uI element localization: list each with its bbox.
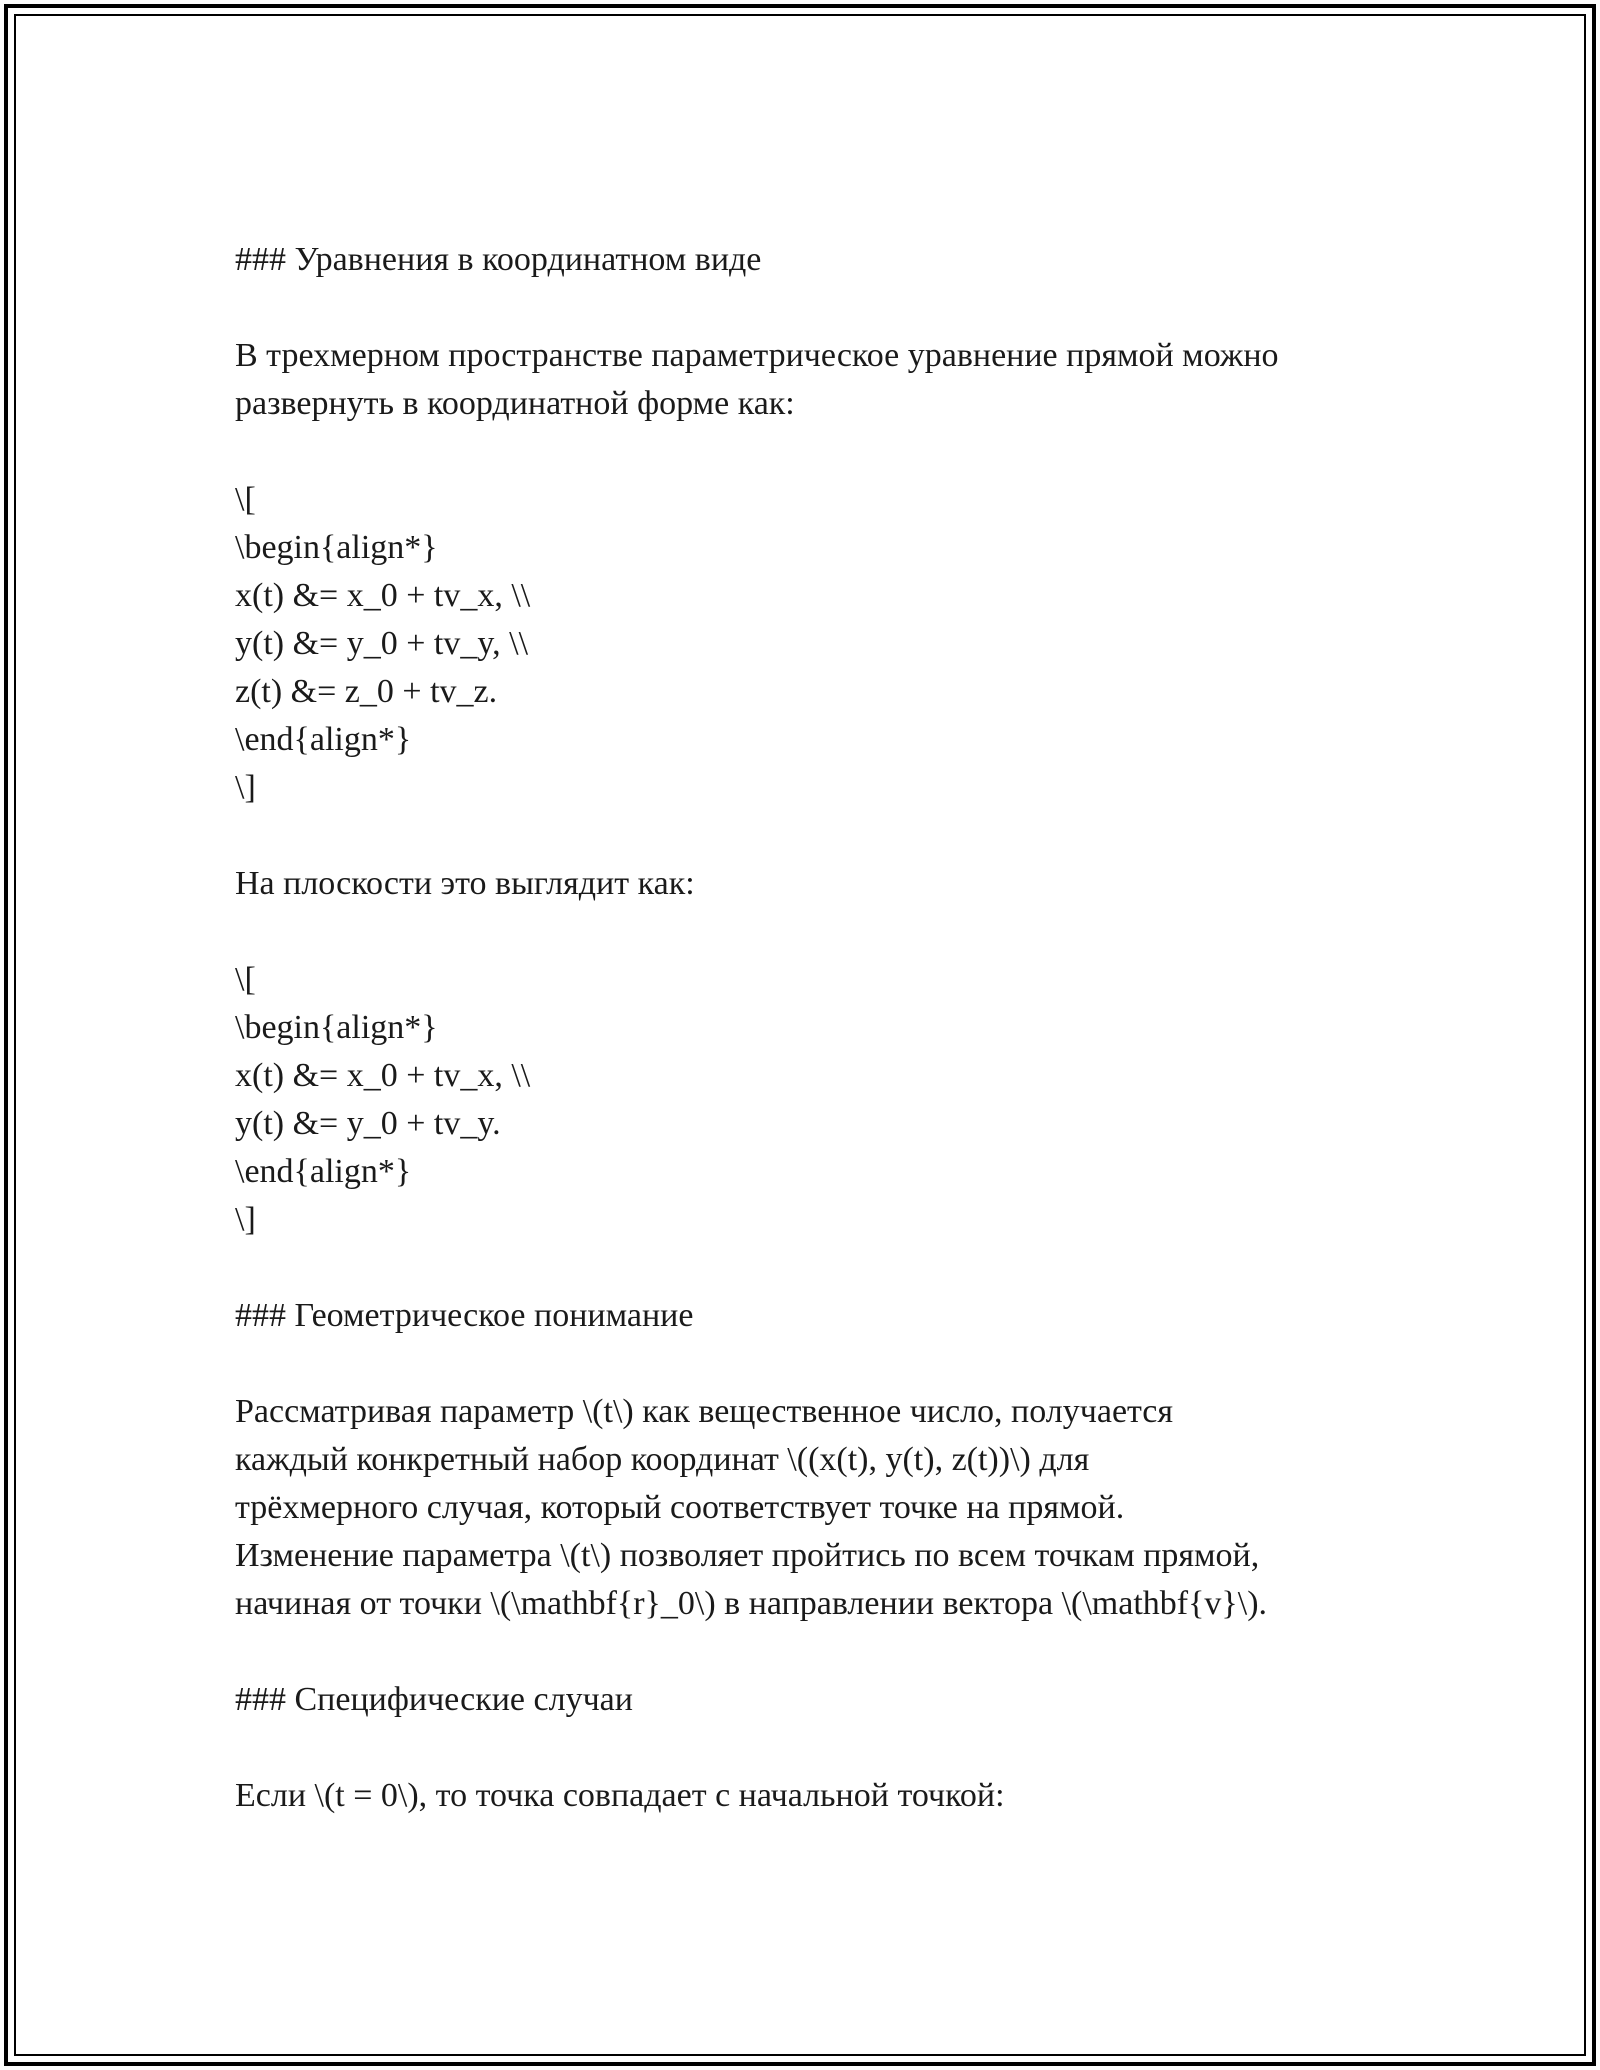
paragraph-line: развернуть в координатной форме как: (235, 385, 795, 422)
equation-line: \] (235, 1201, 256, 1238)
spacer (235, 428, 1415, 476)
spacer (235, 1724, 1415, 1772)
equation-line: y(t) &= y_0 + tv_y. (235, 1105, 501, 1142)
document-body (235, 236, 1415, 1820)
spacer (235, 908, 1415, 956)
paragraph-line: В трехмерном пространстве параметрическое уравнение прямой можно (235, 337, 1279, 374)
equation-line: \[ (235, 961, 256, 998)
paragraph-line: Рассматривая параметр \(t\) как вещественное число, получается (235, 1393, 1174, 1430)
equation-line: \[ (235, 481, 256, 518)
spacer (235, 284, 1415, 332)
section-heading-geometric: ### Геометрическое понимание (235, 1297, 694, 1334)
equation-line: z(t) &= z_0 + tv_z. (235, 673, 498, 710)
spacer (235, 1340, 1415, 1388)
paragraph-line: начиная от точки \(\mathbf{r}_0\) в направлении вектора \(\mathbf{v}\). (235, 1585, 1268, 1622)
paragraph-line: Изменение параметра \(t\) позволяет пройтись по всем точкам прямой, (235, 1537, 1260, 1574)
spacer (235, 1244, 1415, 1292)
equation-line: \begin{align*} (235, 1009, 438, 1046)
spacer (235, 812, 1415, 860)
equation-line: x(t) &= x_0 + tv_x, \\ (235, 1057, 531, 1094)
section-heading-special-cases: ### Специфические случаи (235, 1681, 633, 1718)
equation-line: \begin{align*} (235, 529, 438, 566)
equation-line: \end{align*} (235, 721, 412, 758)
equation-line: x(t) &= x_0 + tv_x, \\ (235, 577, 531, 614)
equation-line: \] (235, 769, 256, 806)
spacer (235, 1628, 1415, 1676)
plane-intro-text: На плоскости это выглядит как: (235, 865, 695, 902)
equation-line: y(t) &= y_0 + tv_y, \\ (235, 625, 529, 662)
paragraph-line: каждый конкретный набор координат \((x(t), y(t), z(t))\) для (235, 1441, 1090, 1478)
paragraph-line: трёхмерного случая, который соответствует точке на прямой. (235, 1489, 1125, 1526)
section-heading-coordinates: ### Уравнения в координатном виде (235, 241, 762, 278)
paragraph-line: Если \(t = 0\), то точка совпадает с начальной точкой: (235, 1777, 1005, 1814)
equation-line: \end{align*} (235, 1153, 412, 1190)
